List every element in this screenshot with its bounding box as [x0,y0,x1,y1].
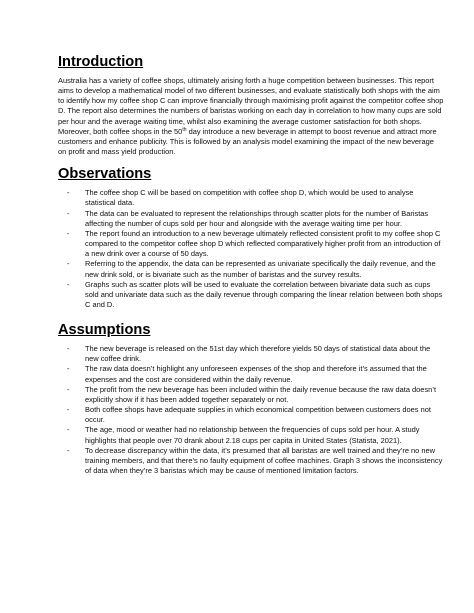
observations-heading: Observations [58,166,152,183]
assumption-item [58,364,444,384]
assumptions-section [58,321,444,476]
observation-item [58,188,444,208]
assumption-item [58,446,444,476]
observation-item [58,280,444,310]
observation-item [58,259,444,279]
dash-bullet: - [67,208,70,218]
observation-item [58,209,444,229]
observations-section [58,165,444,310]
introduction-section [58,53,444,157]
observation-item [58,229,444,259]
dash-bullet: - [67,405,70,415]
observation-text: The data can be evaluated to represent the relationships through scatter plots for the number of Baristas affecting the number of cups sold per hour and alongside with the average waiting time per hour. [85,208,429,228]
assumption-text: The profit from the new beverage has been included within the daily revenue because the raw data doesn’t explicitly show if it has been added together separately or not. [85,384,437,404]
assumption-text: The age, mood or weather had no relationship between the frequencies of cups sold per hour. A study highlights that people over 70 drank about 2.18 cups per capita in United States (Statista, 2021). [85,425,420,445]
assumptions-list [58,344,444,476]
dash-bullet: - [67,188,70,198]
assumption-item [58,405,444,425]
dash-bullet: - [67,364,70,374]
introduction-text-part-2: day introduce a new beverage in attempt to boost revenue and attract more customers and enhance publicity. This is followed by an analysis model examining the impact of the new beverage on profit and mass yield production. [58,126,437,157]
assumption-text: To decrease discrepancy within the data, it’s presumed that all baristas are well trained and they’re no new training members, and that there’s no faulty equipment of coffee machines. Graph 3 shows the inconsistency of data when they’re 3 baristas which may be cause of mentioned limitation factors. [85,445,443,475]
observation-text: Graphs such as scatter plots will be used to evaluate the correlation between bivariate data such as cups sold and univariate data such as the daily revenue through comparing the linear relation between both shops C and D. [85,279,443,309]
ordinal-superscript: th [182,126,187,133]
introduction-paragraph [58,76,444,157]
assumptions-heading: Assumptions [58,322,151,339]
dash-bullet: - [67,279,70,289]
assumption-text: The raw data doesn’t highlight any unforeseen expenses of the shop and therefore it’s assumed that the expenses and the cost are considered within the daily revenue. [85,364,427,384]
assumption-item [58,425,444,445]
dash-bullet: - [67,425,70,435]
dash-bullet: - [67,384,70,394]
observation-text: Referring to the appendix, the data can be represented as univariate specifically the daily revenue, and the new drink sold, or is bivariate such as the number of baristas and the survey results. [85,259,436,279]
dash-bullet: - [67,344,70,354]
introduction-heading: Introduction [58,54,144,70]
introduction-text-part-1: Australia has a variety of coffee shops, ultimately arising forth a huge competition between businesses. This report aims to develop a mathematical model of two different businesses, and evaluate statistically both shops with the aim to identify how my coffee shop C can improve financially through maximising profit against the competitor coffee shop D. The report also determines the numbers of baristas working on each day in correlation to how many cups are sold per hour and the average waiting time, whilst also examining the average customer satisfaction for both shops. Moreover, both coffee shops in the 50 [58,76,444,136]
dash-bullet: - [67,445,70,455]
dash-bullet: - [67,228,70,238]
assumption-item [58,344,444,364]
observations-list [58,188,444,310]
assumption-item [58,385,444,405]
observation-text: The report found an introduction to a new beverage ultimately reflected consistent profit to my coffee shop C compared to the competitor coffee shop D which reflected comparatively higher profit from an introduction of a new drink over a course of 50 days. [85,228,441,259]
observation-text: The coffee shop C will be based on competition with coffee shop D, which would be used to analyse statistical data. [85,188,414,208]
dash-bullet: - [67,259,70,269]
assumption-text: The new beverage is released on the 51st day which therefore yields 50 days of statistical data about the new coffee drink. [85,344,431,364]
document-page [58,51,444,476]
assumption-text: Both coffee shops have adequate supplies in which economical competition between customers does not occur. [85,405,431,425]
